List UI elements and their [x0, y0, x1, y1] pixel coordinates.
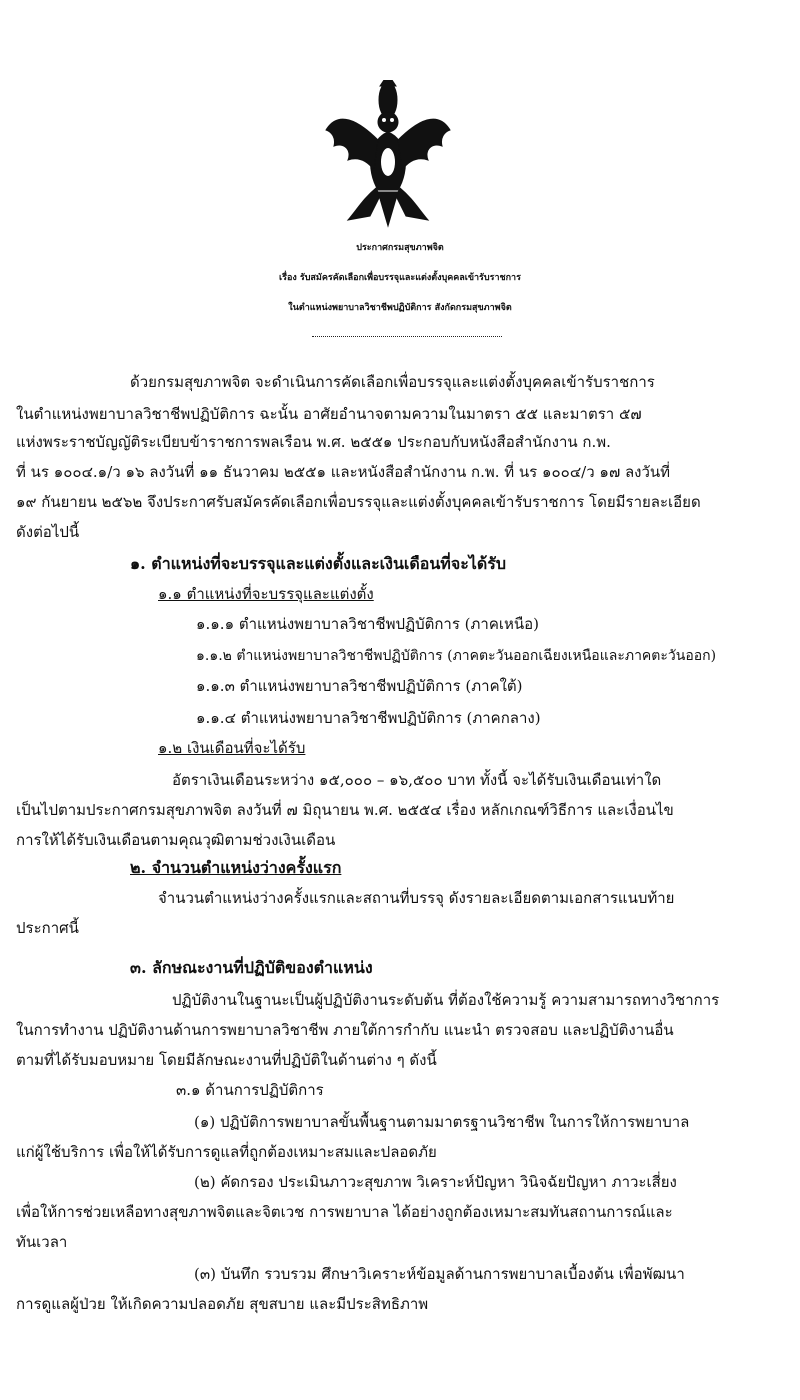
duty-item-3: การดูแลผู้ป่วย ให้เกิดความปลอดภัย สุขสบาย และมีประสิทธิภาพ — [16, 1295, 429, 1313]
duty-item-2: (๒) คัดกรอง ประเมินภาวะสุขภาพ วิเคราะห์ปัญหา วินิจฉัยปัญหา ภาวะเสี่ยง — [194, 1173, 677, 1191]
position-item: ๑.๑.๑ ตำแหน่งพยาบาลวิชาชีพปฏิบัติการ (ภาคเหนือ) — [196, 615, 540, 633]
duty-intro-line: ตามที่ได้รับมอบหมาย โดยมีลักษณะงานที่ปฏิบัติในด้านต่าง ๆ ดังนี้ — [16, 1051, 437, 1069]
position-item: ๑.๑.๓ ตำแหน่งพยาบาลวิชาชีพปฏิบัติการ (ภาคใต้) — [196, 677, 523, 695]
section-1-2-heading: ๑.๒ เงินเดือนที่จะได้รับ — [158, 739, 306, 757]
salary-line: เป็นไปตามประกาศกรมสุขภาพจิต ลงวันที่ ๗ มิถุนายน พ.ศ. ๒๕๕๔ เรื่อง หลักเกณฑ์วิธีการ และเงื่อนไข — [16, 801, 674, 819]
intro-line: ดังต่อไปนี้ — [16, 523, 80, 541]
position-item: ๑.๑.๔ ตำแหน่งพยาบาลวิชาชีพปฏิบัติการ (ภาคกลาง) — [196, 709, 541, 727]
duty-item-1: แก่ผู้ใช้บริการ เพื่อให้ได้รับการดูแลที่ถูกต้องเหมาะสมและปลอดภัย — [16, 1143, 437, 1161]
announcement-subject: เรื่อง รับสมัครคัดเลือกเพื่อบรรจุและแต่งตั้งบุคคลเข้ารับราชการ — [279, 273, 521, 283]
announcement-subject-line2: ในตำแหน่งพยาบาลวิชาชีพปฏิบัติการ สังกัดกรมสุขภาพจิต — [288, 303, 512, 313]
garuda-emblem-icon — [318, 80, 458, 228]
vacancy-line: ประกาศนี้ — [16, 919, 79, 937]
duty-item-2: ทันเวลา — [16, 1233, 68, 1251]
duty-item-3: (๓) บันทึก รวบรวม ศึกษาวิเคราะห์ข้อมูลด้านการพยาบาลเบื้องต้น เพื่อพัฒนา — [194, 1265, 685, 1283]
intro-line: แห่งพระราชบัญญัติระเบียบข้าราชการพลเรือน พ.ศ. ๒๕๕๑ ประกอบกับหนังสือสำนักงาน ก.พ. — [16, 433, 611, 451]
duty-intro-line: ในการทำงาน ปฏิบัติงานด้านการพยาบาลวิชาชีพ ภายใต้การกำกับ แนะนำ ตรวจสอบ และปฏิบัติงานอื่น — [16, 1021, 674, 1039]
intro-line: ๑๙ กันยายน ๒๕๖๒ จึงประกาศรับสมัครคัดเลือกเพื่อบรรจุและแต่งตั้งบุคคลเข้ารับราชการ โดยมีรายละเอียด — [16, 493, 701, 511]
separator-dots — [312, 336, 502, 337]
duty-intro-line: ปฏิบัติงานในฐานะเป็นผู้ปฏิบัติงานระดับต้น ที่ต้องใช้ความรู้ ความสามารถทางวิชาการ — [172, 991, 720, 1009]
section-1-1-heading: ๑.๑ ตำแหน่งที่จะบรรจุและแต่งตั้ง — [158, 585, 374, 603]
intro-line: ที่ นร ๑๐๐๔.๑/ว ๑๖ ลงวันที่ ๑๑ ธันวาคม ๒๕๕๑ และหนังสือสำนักงาน ก.พ. ที่ นร ๑๐๐๔/ว ๑๗ ลงวันที่ — [16, 463, 671, 481]
section-3-heading: ๓. ลักษณะงานที่ปฏิบัติของตำแหน่ง — [130, 958, 373, 977]
section-1-heading: ๑. ตำแหน่งที่จะบรรจุและแต่งตั้งและเงินเดือนที่จะได้รับ — [130, 554, 506, 573]
announcement-title: ประกาศกรมสุขภาพจิต — [356, 243, 444, 253]
duty-item-1: (๑) ปฏิบัติการพยาบาลขั้นพื้นฐานตามมาตรฐานวิชาชีพ ในการให้การพยาบาล — [194, 1113, 690, 1131]
salary-line: อัตราเงินเดือนระหว่าง ๑๕,๐๐๐ – ๑๖,๕๐๐ บาท ทั้งนี้ จะได้รับเงินเดือนเท่าใด — [172, 771, 662, 789]
section-3-1-heading: ๓.๑ ด้านการปฏิบัติการ — [176, 1081, 324, 1099]
section-2-heading: ๒. จำนวนตำแหน่งว่างครั้งแรก — [130, 858, 342, 877]
position-item: ๑.๑.๒ ตำแหน่งพยาบาลวิชาชีพปฏิบัติการ (ภาคตะวันออกเฉียงเหนือและภาคตะวันออก) — [196, 648, 717, 664]
vacancy-line: จำนวนตำแหน่งว่างครั้งแรกและสถานที่บรรจุ ดังรายละเอียดตามเอกสารแนบท้าย — [158, 889, 675, 907]
intro-line: ในตำแหน่งพยาบาลวิชาชีพปฏิบัติการ ฉะนั้น อาศัยอำนาจตามความในมาตรา ๕๕ และมาตรา ๕๗ — [16, 405, 642, 423]
salary-line: การให้ได้รับเงินเดือนตามคุณวุฒิตามช่วงเงินเดือน — [16, 831, 336, 849]
intro-line: ด้วยกรมสุขภาพจิต จะดำเนินการคัดเลือกเพื่อบรรจุและแต่งตั้งบุคคลเข้ารับราชการ — [130, 373, 655, 391]
duty-item-2: เพื่อให้การช่วยเหลือทางสุขภาพจิตและจิตเวช การพยาบาล ได้อย่างถูกต้องเหมาะสมทันสถานการณ์และ — [16, 1203, 673, 1221]
